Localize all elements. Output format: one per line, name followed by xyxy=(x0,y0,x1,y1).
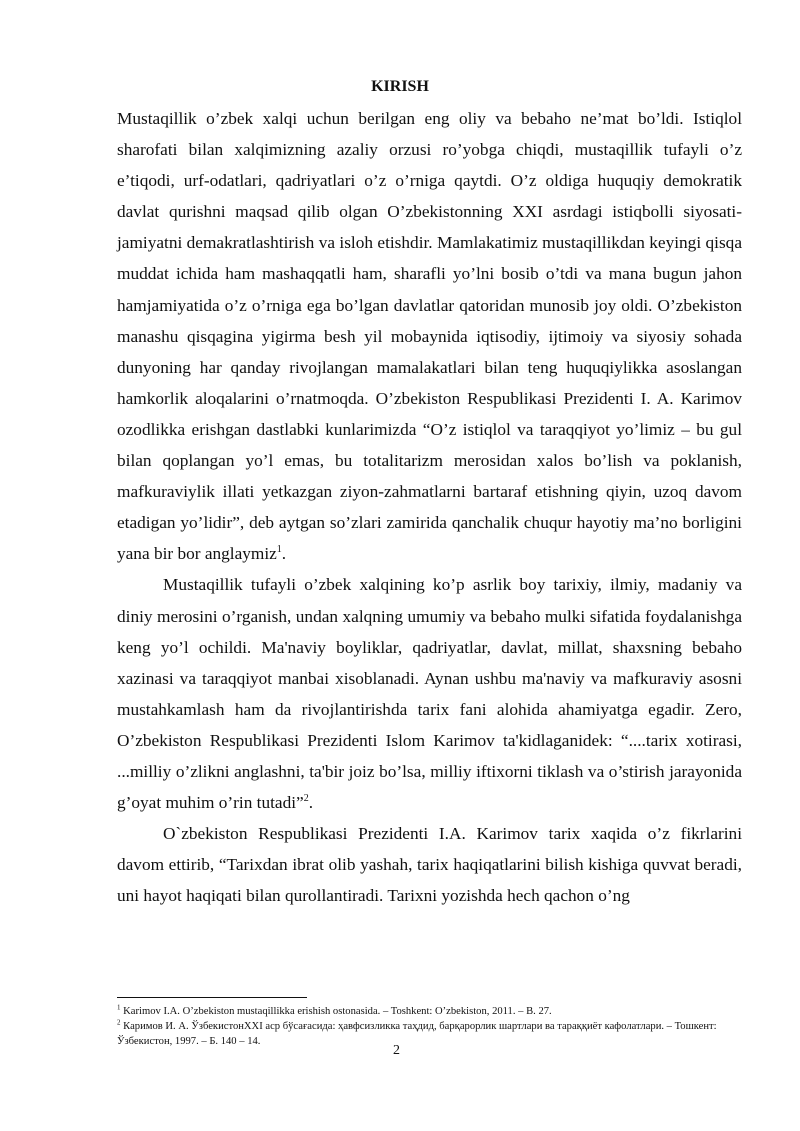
paragraph-3 xyxy=(117,818,742,911)
footnote-ref-2[interactable]: 2 xyxy=(303,793,309,805)
footnote-number: 2 xyxy=(117,1018,121,1027)
footnote-ref-1[interactable]: 1 xyxy=(276,544,282,556)
paragraph-1 xyxy=(117,103,742,569)
paragraph-text: Mustaqillik tufayli o’zbek xalqining ko’p asrlik boy tarixiy, ilmiy, madaniy va diniy merosini o’rganish, undan xalqning umumiy va bebaho mulki sifatida foydalanishga keng yo’l ochildi. Ma'naviy boyliklar, qadriyatlar, davlat, millat, shaxsning bebaho xazinasi va taraqqiyot manbai xisoblanadi. Aynan ushbu ma'naviy va mafkuraviy asosni mustahkamlash ham da rivojlantirishda tarix fani alohida ahamiyatga egadir. Zero, O’zbekiston Respublikasi Prezidenti Islom Karimov ta'kidlaganidek: “....tarix xotirasi, ...milliy o’zlikni anglashni, ta'bir joiz bo’lsa, milliy iftixorni tiklash va o’stirish jarayonida g’oyat muhim o’rin tutadi” xyxy=(117,575,742,813)
paragraph-text: O`zbekiston Respublikasi Prezidenti I.A. Karimov tarix xaqida o’z fikrlarini davom ettirib, “Tarixdan ibrat olib yashah, tarix haqiqatlarini bilish kishiga quvvat beradi, uni hayot haqiqati bilan qurollantiradi. Tarixni yozishda hech qachon o’ng xyxy=(117,824,742,906)
footnote-1 xyxy=(117,1004,742,1019)
paragraph-text: Mustaqillik o’zbek xalqi uchun berilgan eng oliy va bebaho ne’mat bo’ldi. Istiqlol sharofati bilan xalqimizning azaliy orzusi ro’yobga chiqdi, mustaqillik tufayli o’z e’tiqodi, urf-odatlari, qadriyatlari o’z o’rniga qaytdi. O’z oldiga huquqiy demokratik davlat qurishni maqsad qilib olgan O’zbekistonning XXI asrdagi istiqbolli siyosati- jamiyatni demakratlashtirish va isloh etishdir. Mamlakatimiz mustaqillikdan keyingi qisqa muddat ichida ham mashaqqatli ham, sharafli yo’lni bosib o’tdi va mana bugun jahon hamjamiyatida o’z o’rniga ega bo’lgan davlatlar qatoridan munosib joy oldi. O’zbekiston manashu qisqagina yigirma besh yil mobaynida iqtisodiy, ijtimoiy va siyosiy sohada dunyoning har qanday rivojlangan mamalakatlari bilan teng huquqiylikka asoslangan hamkorlik aloqalarini o’rnatmoqda. O’zbekiston Respublikasi Prezidenti I. A. Karimov ozodlikka erishgan dastlabki kunlarimizda “O’z istiqlol va taraqqiyot yo’limiz – bu gul bilan qoplangan yo’l emas, bu totalitarizm merosidan xalos bo’lish va poklanish, mafkuraviylik illati yetkazgan ziyon-zahmatlarni bartaraf etishning qiyin, uzoq davom etadigan yo’lidir”, deb aytgan so’zlari zamirida qanchalik chuqur hayotiy ma’no borligini yana bir bor anglaymiz xyxy=(117,109,742,564)
paragraph-tail: . xyxy=(281,544,287,564)
footnote-text: Каримов И. А. ЎзбекистонXXI аср бўсағасида: ҳавфсизликка таҳдид, барқарорлик шартлари ва тараққиёт кафолатлари. – Тошкент: Ўзбекистон, 1997. – Б. 140 – 14. xyxy=(117,1021,717,1047)
paragraph-tail: . xyxy=(308,793,314,813)
page-title: KIRISH xyxy=(371,78,429,95)
footnote-text: Karimov I.A. O’zbekiston mustaqillikka erishish ostonasida. – Toshkent: O’zbekiston, 2011. – B. 27. xyxy=(123,1006,552,1017)
page-number: 2 xyxy=(393,1043,400,1058)
footnotes xyxy=(117,1004,742,1049)
document-body xyxy=(117,103,742,911)
footnote-separator xyxy=(117,997,307,998)
footnote-number: 1 xyxy=(117,1003,121,1012)
footnote-2 xyxy=(117,1019,742,1049)
paragraph-2 xyxy=(117,569,742,818)
